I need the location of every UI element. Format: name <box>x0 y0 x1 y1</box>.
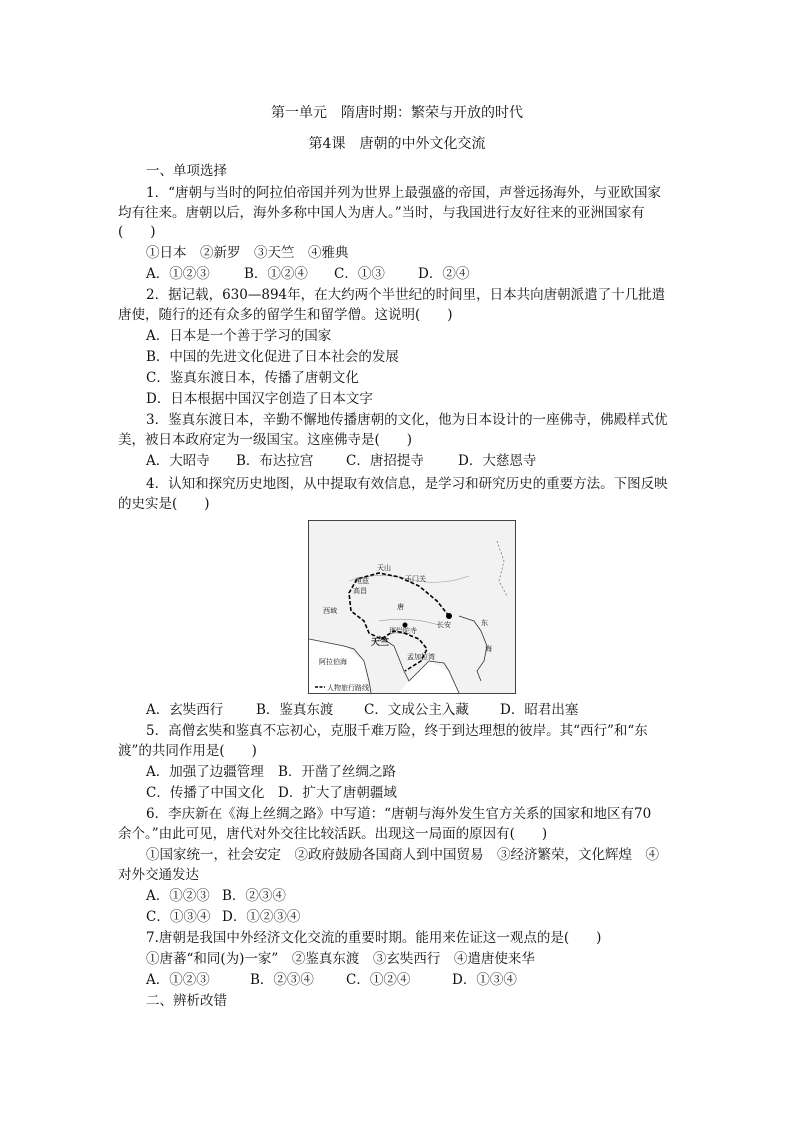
q7-option-a[interactable]: A．①②③ <box>146 972 210 988</box>
q6-option-b[interactable]: B．②③④ <box>222 888 286 904</box>
q6-items-line1: ①国家统一，社会安定 ②政府鼓励各国商人到中国贸易 ③经济繁荣，文化辉煌 ④ <box>146 847 659 863</box>
q4-option-d[interactable]: D．昭君出塞 <box>500 702 579 718</box>
section-heading-single-choice: 一、单项选择 <box>146 163 227 179</box>
q1-stem-line2: 均有往来。唐朝以后，海外多称中国人为唐人。”当时，与我国进行友好往来的亚洲国家有 <box>118 205 645 221</box>
q5-option-d[interactable]: D．扩大了唐朝疆域 <box>278 785 397 801</box>
q3-option-a[interactable]: A．大昭寺 <box>146 453 210 469</box>
q2-option-a[interactable]: A．日本是一个善于学习的国家 <box>146 328 332 344</box>
q6-option-a[interactable]: A．①②③ <box>146 888 210 904</box>
q7-option-b[interactable]: B．②③④ <box>250 972 314 988</box>
q2-stem-line1: 2．据记载，630—894年，在大约两个半世纪的时间里，日本共向唐朝派遣了十几批遣 <box>146 287 666 303</box>
map-svg <box>309 521 515 693</box>
q3-stem-line2: 美，被日本政府定为一级国宝。这座佛寺是( ) <box>118 432 413 448</box>
q2-stem-line2: 唐使，随行的还有众多的留学生和留学僧。这说明( ) <box>118 307 453 323</box>
map-label-alabo: 阿拉伯海 <box>319 658 347 666</box>
map-label-changan: 长安 <box>437 621 451 629</box>
q1-option-b[interactable]: B．①②④ <box>244 266 308 282</box>
unit-title: 第一单元 隋唐时期：繁荣与开放的时代 <box>271 105 523 121</box>
q3-option-c[interactable]: C．唐招提寺 <box>346 453 424 469</box>
q1-answer-bracket: ( ) <box>118 224 156 240</box>
map-label-dong: 东 <box>481 619 488 627</box>
q2-option-b[interactable]: B．中国的先进文化促进了日本社会的发展 <box>146 349 399 365</box>
q5-option-a[interactable]: A．加强了边疆管理 <box>146 764 264 780</box>
q4-option-a[interactable]: A．玄奘西行 <box>146 702 224 718</box>
map-label-mengjiala: 孟加拉湾 <box>407 653 435 661</box>
map-label-qiuci: 龟兹 <box>355 577 369 585</box>
map-label-tang: 唐 <box>397 603 404 611</box>
q7-stem: 7.唐朝是我国中外经济文化交流的重要时期。能用来佐证这一观点的是( ) <box>146 930 602 946</box>
q7-option-d[interactable]: D．①③④ <box>452 972 517 988</box>
map-label-hai: 海 <box>485 645 492 653</box>
q4-option-c[interactable]: C．文成公主入藏 <box>364 702 469 718</box>
q1-option-d[interactable]: D．②④ <box>418 266 470 282</box>
map-label-tianshan: 天山 <box>377 564 391 572</box>
q2-option-c[interactable]: C．鉴真东渡日本，传播了唐朝文化 <box>146 370 359 386</box>
changan-marker <box>446 613 452 619</box>
q6-stem-line2: 余个。”由此可见，唐代对外交往比较活跃。出现这一局面的原因有( ) <box>118 826 548 842</box>
q5-stem-line1: 5．高僧玄奘和鉴真不忘初心，克服千难万险，终于到达理想的彼岸。其“西行”和“东 <box>146 723 648 739</box>
q1-stem-line1: 1．“唐朝与当时的阿拉伯帝国并列为世界上最强盛的帝国，声誉远扬海外，与亚欧国家 <box>146 185 661 201</box>
map-label-gaochang: 高昌 <box>353 587 367 595</box>
q5-option-b[interactable]: B．开凿了丝绸之路 <box>278 764 396 780</box>
q6-option-c[interactable]: C．①③④ <box>146 909 211 925</box>
q6-option-d[interactable]: D．①②③④ <box>222 909 301 925</box>
q5-stem-line2: 渡”的共同作用是( ) <box>118 743 257 759</box>
q3-option-b[interactable]: B．布达拉宫 <box>236 453 314 469</box>
land-area <box>309 521 515 693</box>
section-heading-correction: 二、辨析改错 <box>146 993 227 1009</box>
q7-items: ①唐蕃“和同(为)一家” ②鉴真东渡 ③玄奘西行 ④遣唐使来华 <box>146 951 535 967</box>
lesson-title: 第4课 唐朝的中外文化交流 <box>308 136 486 152</box>
map-label-xiyu: 西域 <box>323 607 337 615</box>
map-label-tianzhu: 天竺 <box>371 638 390 648</box>
q5-option-c[interactable]: C．传播了中国文化 <box>146 785 265 801</box>
q3-stem-line1: 3．鉴真东渡日本，辛勤不懈地传播唐朝的文化，他为日本设计的一座佛寺，佛殿样式优 <box>146 412 668 428</box>
xuanzang-route-map <box>308 520 516 694</box>
q1-items: ①日本 ②新罗 ③天竺 ④雅典 <box>146 245 349 261</box>
q1-option-a[interactable]: A．①②③ <box>146 266 210 282</box>
q4-stem-line1: 4．认知和探究历史地图，从中提取有效信息，是学习和研究历史的重要方法。下图反映 <box>146 476 668 492</box>
q4-option-b[interactable]: B．鉴真东渡 <box>256 702 334 718</box>
q4-stem-line2: 的史实是( ) <box>118 496 210 512</box>
q7-option-c[interactable]: C．①②④ <box>346 972 411 988</box>
q6-items-line2: 对外交通发达 <box>118 867 199 883</box>
q1-option-c[interactable]: C．①③ <box>334 266 385 282</box>
map-label-nalanduo: 那烂陀寺 <box>389 627 417 635</box>
q3-option-d[interactable]: D．大慈恩寺 <box>458 453 537 469</box>
q2-option-d[interactable]: D．日本根据中国汉字创造了日本文字 <box>146 391 373 407</box>
q6-stem-line1: 6．李庆新在《海上丝绸之路》中写道：“唐朝与海外发生官方关系的国家和地区有70 <box>146 806 652 822</box>
map-label-yumen: 玉门关 <box>405 575 426 583</box>
map-legend-label: 人物旅行路线 <box>327 684 369 692</box>
